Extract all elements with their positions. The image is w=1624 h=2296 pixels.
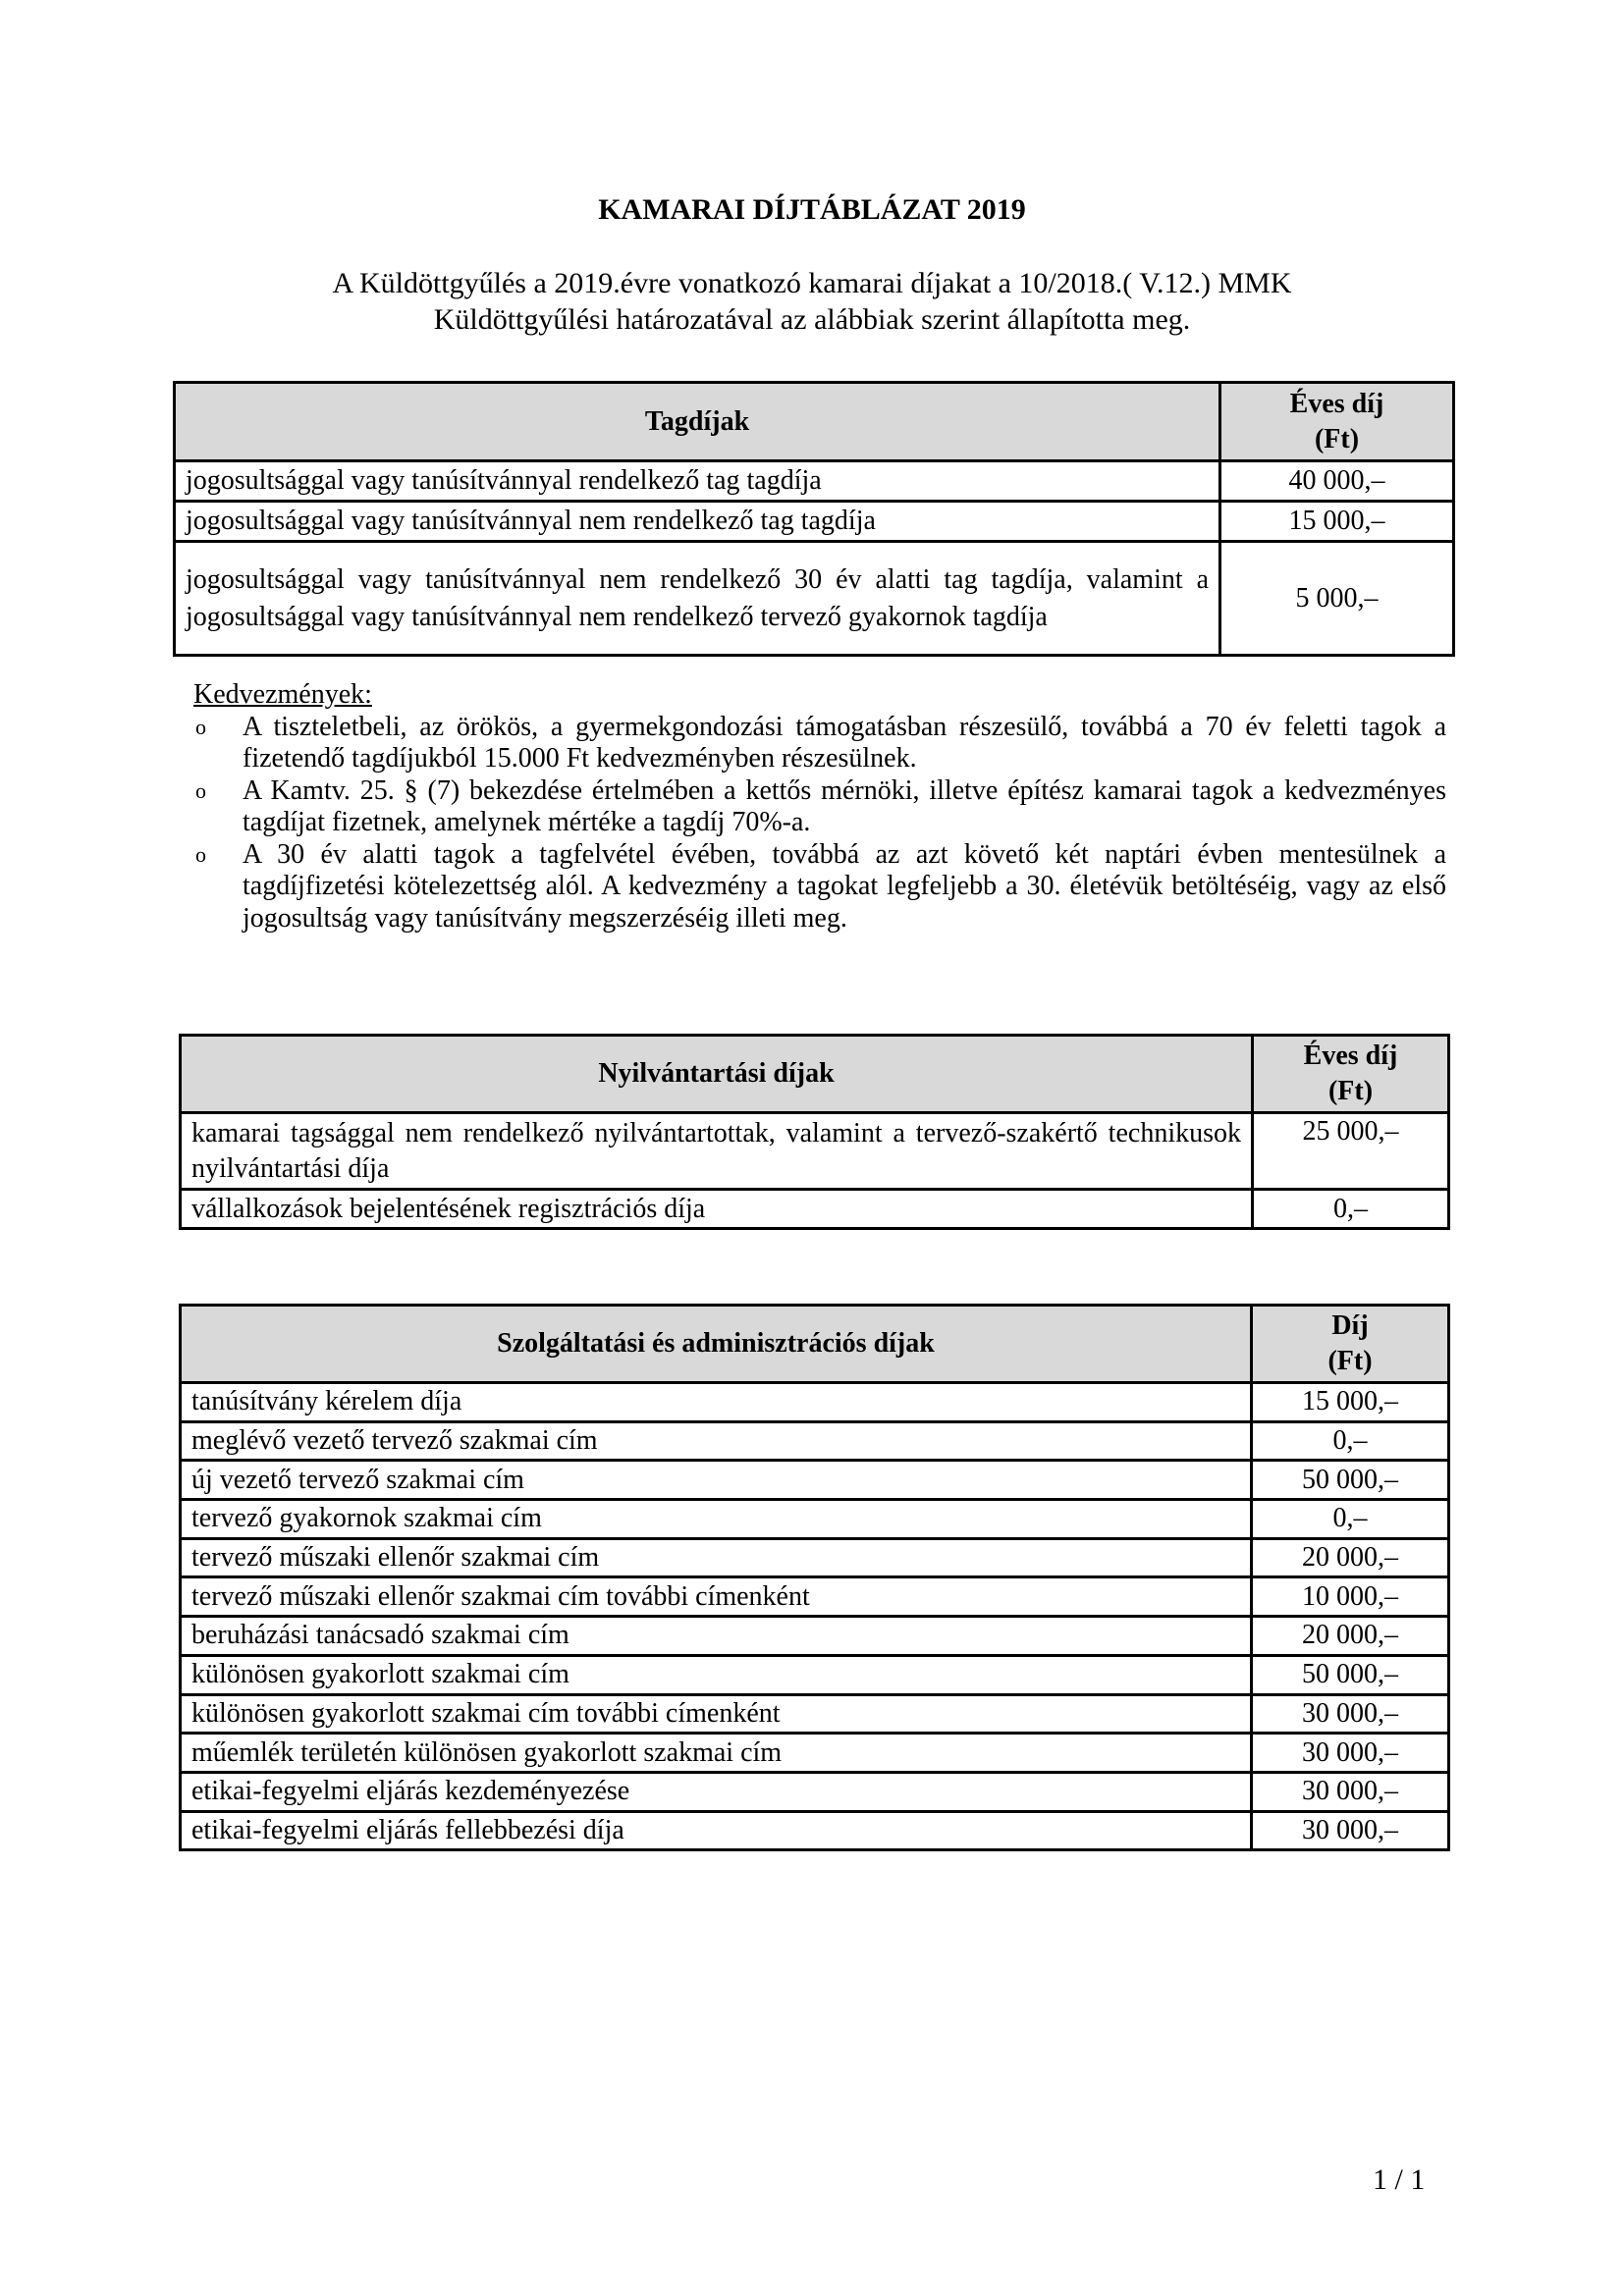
fee-item: különösen gyakorlott szakmai cím további címenként	[181, 1694, 1252, 1734]
registration-fees-table	[179, 1034, 1450, 1230]
discounts-section	[193, 679, 1446, 934]
fee-item: műemlék területén különösen gyakorlott szakmai cím	[181, 1734, 1252, 1773]
header-fee-unit: (Ft)	[1314, 423, 1360, 454]
fee-value: 50 000,–	[1252, 1461, 1449, 1500]
table-row	[181, 1617, 1449, 1656]
header-fee-unit: (Ft)	[1327, 1346, 1373, 1376]
table-row	[181, 1113, 1449, 1190]
table-row	[175, 502, 1454, 542]
fee-item: jogosultsággal vagy tanúsítvánnyal nem rendelkező tag tagdíja	[175, 502, 1220, 542]
table-row	[181, 1500, 1449, 1539]
fee-item: jogosultsággal vagy tanúsítvánnyal rendelkező tag tagdíja	[175, 461, 1220, 502]
fee-value: 15 000,–	[1252, 1383, 1449, 1422]
table-row	[181, 1421, 1449, 1461]
header-fee-unit: (Ft)	[1327, 1076, 1374, 1106]
table-row	[181, 1538, 1449, 1577]
fee-item: etikai-fegyelmi eljárás fellebbezési díja	[181, 1811, 1252, 1850]
document-title: KAMARAI DÍJTÁBLÁZAT 2019	[598, 193, 1026, 226]
column-header-item: Szolgáltatási és adminisztrációs díjak	[181, 1306, 1252, 1383]
hollow-bullet-icon: o	[195, 777, 206, 803]
fee-item: beruházási tanácsadó szakmai cím	[181, 1617, 1252, 1656]
discounts-list	[193, 712, 1446, 935]
fee-value: 30 000,–	[1252, 1811, 1449, 1850]
header-fee-label: Díj	[1331, 1310, 1369, 1341]
fee-value: 20 000,–	[1252, 1538, 1449, 1577]
fee-value: 50 000,–	[1252, 1655, 1449, 1694]
table-row	[181, 1190, 1449, 1229]
fee-item: tanúsítvány kérelem díja	[181, 1383, 1252, 1422]
table-row	[175, 461, 1454, 502]
fee-item: jogosultsággal vagy tanúsítvánnyal nem rendelkező 30 év alatti tag tagdíja, valamint a jogosultsággal vagy tanúsítvánnyal nem rendelkező tervező gyakornok tagdíja	[175, 542, 1220, 656]
service-fees-table	[179, 1304, 1450, 1851]
column-header-item: Nyilvántartási díjak	[181, 1036, 1253, 1113]
list-item	[193, 712, 1446, 775]
list-item	[193, 839, 1446, 935]
discounts-heading: Kedvezmények:	[193, 679, 372, 710]
fee-item: tervező műszaki ellenőr szakmai cím	[181, 1538, 1252, 1577]
hollow-bullet-icon: o	[195, 714, 206, 739]
discount-text: A 30 év alatti tagok a tagfelvétel évében, továbbá az azt követő két naptári évben mentesülnek a tagdíjfizetési kötelezettség alól. A kedvezmény a tagokat legfeljebb a 30. életévük betöltéséig, vagy az első jogosultság vagy tanúsítvány megszerzéséig illeti meg.	[243, 838, 1446, 934]
discount-text: A Kamtv. 25. § (7) bekezdése értelmében a kettős mérnöki, illetve építész kamarai tagok a kedvezményes tagdíjat fizetnek, amelynek mértéke a tagdíj 70%-a.	[243, 774, 1446, 837]
column-header-fee	[1253, 1036, 1449, 1113]
fee-value: 25 000,–	[1253, 1113, 1449, 1190]
column-header-fee	[1252, 1306, 1449, 1383]
table-header-row	[181, 1306, 1449, 1383]
fee-value: 20 000,–	[1252, 1617, 1449, 1656]
fee-value: 0,–	[1252, 1421, 1449, 1461]
fee-value: 0,–	[1252, 1500, 1449, 1539]
fee-item: kamarai tagsággal nem rendelkező nyilvántartottak, valamint a tervező-szakértő technikusok nyilvántartási díja	[181, 1113, 1253, 1190]
fee-item: különösen gyakorlott szakmai cím	[181, 1655, 1252, 1694]
table-row	[181, 1461, 1449, 1500]
fee-value: 10 000,–	[1252, 1577, 1449, 1617]
fee-value: 0,–	[1253, 1190, 1449, 1229]
table-row	[181, 1383, 1449, 1422]
intro-paragraph	[196, 265, 1428, 338]
table-row	[181, 1772, 1449, 1811]
intro-line-2: Küldöttgyűlési határozatával az alábbiak szerint állapította meg.	[433, 303, 1191, 336]
table-header-row	[181, 1036, 1449, 1113]
fee-value: 30 000,–	[1252, 1734, 1449, 1773]
table-row	[175, 542, 1454, 656]
fee-item: etikai-fegyelmi eljárás kezdeményezése	[181, 1772, 1252, 1811]
column-header-item: Tagdíjak	[175, 383, 1220, 461]
fee-value: 30 000,–	[1252, 1694, 1449, 1734]
table-row	[181, 1694, 1449, 1734]
fee-value: 15 000,–	[1220, 502, 1454, 542]
membership-fees-table	[173, 381, 1455, 657]
table-row	[181, 1811, 1449, 1850]
header-fee-label: Éves díj	[1303, 1041, 1398, 1071]
hollow-bullet-icon: o	[195, 841, 206, 867]
fee-item: tervező műszaki ellenőr szakmai cím további címenként	[181, 1577, 1252, 1617]
fee-item: új vezető tervező szakmai cím	[181, 1461, 1252, 1500]
fee-item: vállalkozások bejelentésének regisztrációs díja	[181, 1190, 1253, 1229]
fee-item: meglévő vezető tervező szakmai cím	[181, 1421, 1252, 1461]
intro-line-1: A Küldöttgyűlés a 2019.évre vonatkozó kamarai díjakat a 10/2018.( V.12.) MMK	[332, 267, 1292, 299]
header-fee-label: Éves díj	[1289, 388, 1384, 419]
fee-value: 30 000,–	[1252, 1772, 1449, 1811]
table-row	[181, 1734, 1449, 1773]
table-row	[181, 1655, 1449, 1694]
discount-text: A tiszteletbeli, az örökös, a gyermekgondozási támogatásban részesülő, továbbá a 70 év feletti tagok a fizetendő tagdíjukból 15.000 Ft kedvezményben részesülnek.	[243, 711, 1446, 774]
column-header-fee	[1220, 383, 1454, 461]
fee-value: 40 000,–	[1220, 461, 1454, 502]
fee-value: 5 000,–	[1220, 542, 1454, 656]
table-header-row	[175, 383, 1454, 461]
list-item	[193, 775, 1446, 839]
page-number: 1 / 1	[1373, 2163, 1426, 2196]
fee-item: tervező gyakornok szakmai cím	[181, 1500, 1252, 1539]
table-row	[181, 1577, 1449, 1617]
